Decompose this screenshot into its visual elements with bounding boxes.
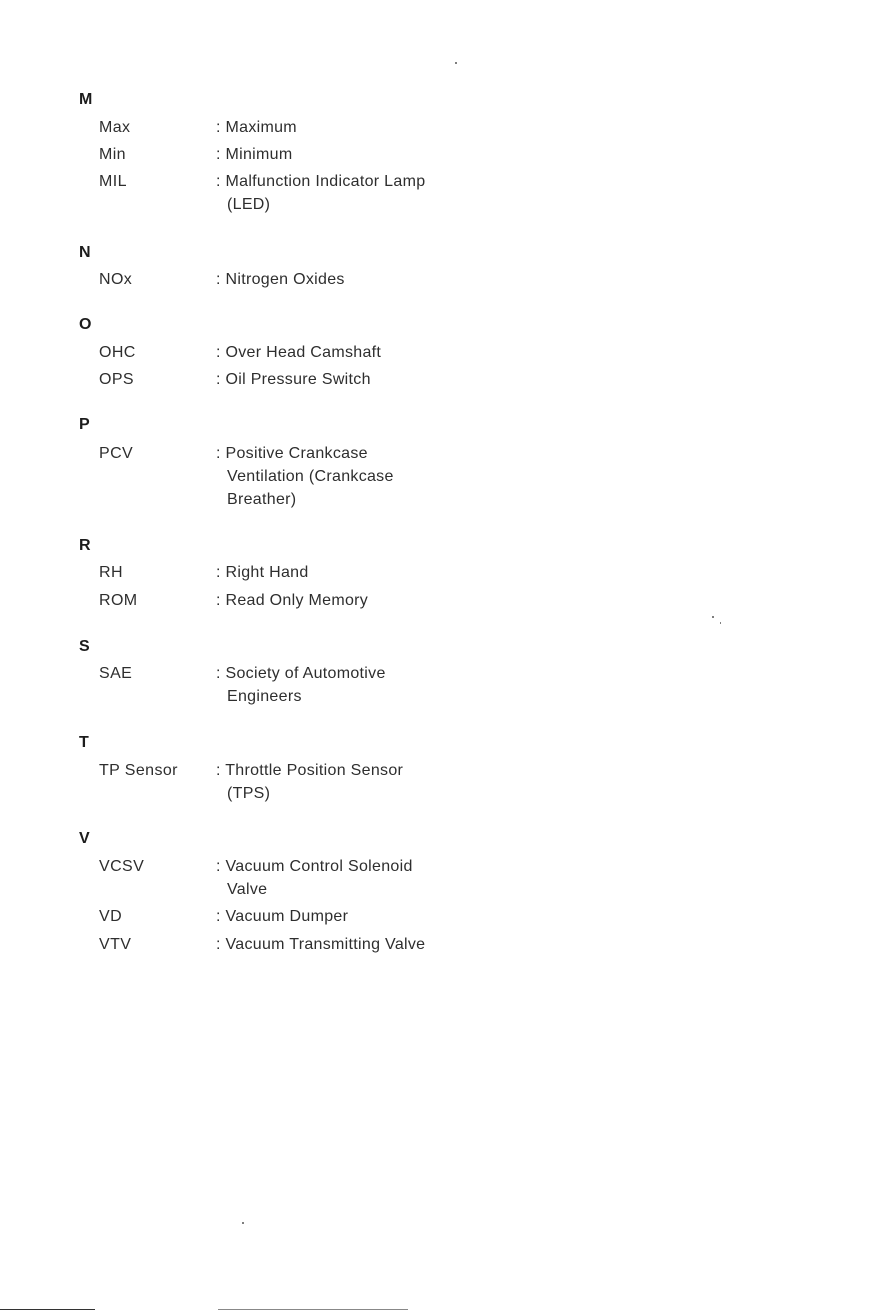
definition-line: : Malfunction Indicator Lamp — [216, 173, 426, 190]
abbreviation: VCSV — [99, 858, 145, 875]
definition — [216, 341, 476, 364]
scan-edge-line — [0, 1309, 95, 1310]
definition-line: : Maximum — [216, 119, 297, 136]
definition-line: Breather) — [227, 491, 297, 508]
definition-line: : Throttle Position Sensor — [216, 762, 404, 779]
definition — [216, 442, 476, 511]
definition-line: : Right Hand — [216, 564, 309, 581]
definition-line: : Vacuum Dumper — [216, 908, 349, 925]
section-letter: O — [79, 316, 92, 333]
definition — [216, 589, 476, 612]
definition-line: : Over Head Camshaft — [216, 344, 382, 361]
section-letter: N — [79, 244, 91, 261]
abbreviation: RH — [99, 564, 123, 581]
definition-line: : Society of Automotive — [216, 665, 386, 682]
definition-line: (LED) — [227, 196, 271, 213]
section-letter: V — [79, 830, 90, 847]
abbreviation: TP Sensor — [99, 762, 178, 779]
section-letter: R — [79, 537, 91, 554]
abbreviation: Min — [99, 146, 126, 163]
abbreviation: PCV — [99, 445, 134, 462]
definition-line: (TPS) — [227, 785, 271, 802]
section-letter: P — [79, 416, 90, 433]
definition — [216, 268, 476, 291]
definition — [216, 933, 476, 956]
scan-speck — [712, 616, 714, 618]
abbreviation: SAE — [99, 665, 133, 682]
scan-speck — [455, 62, 457, 64]
abbreviation: MIL — [99, 173, 127, 190]
definition — [216, 561, 476, 584]
abbreviation: NOx — [99, 271, 133, 288]
definition — [216, 368, 476, 391]
section-letter: T — [79, 734, 89, 751]
abbreviation: VTV — [99, 936, 132, 953]
scan-edge-line — [218, 1309, 408, 1310]
scan-speck — [720, 622, 721, 624]
abbreviation: VD — [99, 908, 123, 925]
section-letter: S — [79, 638, 90, 655]
definition — [216, 116, 476, 139]
abbreviation: Max — [99, 119, 131, 136]
abbreviation: OPS — [99, 371, 134, 388]
definition-line: : Vacuum Control Solenoid — [216, 858, 413, 875]
definition-line: Valve — [227, 881, 268, 898]
definition-line: : Positive Crankcase — [216, 445, 368, 462]
abbreviation: OHC — [99, 344, 136, 361]
abbreviation: ROM — [99, 592, 138, 609]
section-letter: M — [79, 91, 93, 108]
definition — [216, 759, 476, 805]
definition — [216, 143, 476, 166]
definition — [216, 170, 476, 216]
definition-line: : Read Only Memory — [216, 592, 369, 609]
definition-line: Ventilation (Crankcase — [227, 468, 394, 485]
definition-line: Engineers — [227, 688, 302, 705]
definition-line: : Nitrogen Oxides — [216, 271, 345, 288]
definition-line: : Oil Pressure Switch — [216, 371, 371, 388]
scan-speck — [242, 1222, 244, 1224]
definition — [216, 905, 476, 928]
definition — [216, 855, 476, 901]
definition — [216, 662, 476, 708]
definition-line: : Vacuum Transmitting Valve — [216, 936, 426, 953]
definition-line: : Minimum — [216, 146, 293, 163]
